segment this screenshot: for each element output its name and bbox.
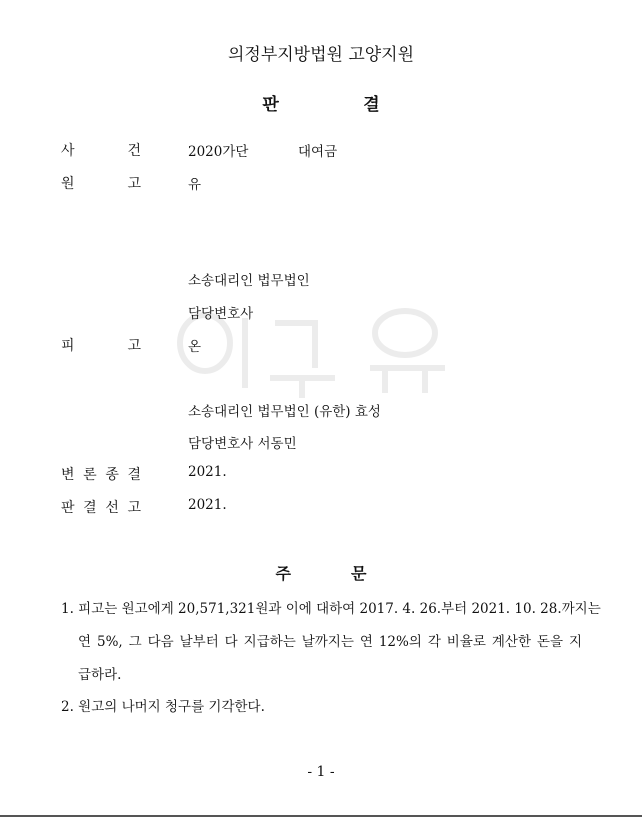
label-char: 사 <box>61 143 75 159</box>
order-item-1-line-3: 급하라. <box>78 667 122 683</box>
document-title <box>0 90 642 115</box>
page-number: - 1 - <box>307 764 335 780</box>
judgment-date: 2021. <box>188 497 227 513</box>
defendant-attorney: 담당변호사 서동민 <box>188 436 297 452</box>
label-char: 결 <box>127 467 141 483</box>
label-char: 선 <box>105 500 119 516</box>
label-judgment-date <box>61 497 141 517</box>
case-name: 대여금 <box>298 144 338 160</box>
title-char-1: 판 <box>262 95 279 115</box>
section-char-2: 문 <box>351 564 367 583</box>
label-char: 결 <box>83 500 97 516</box>
order-item-1-line-2: 연 5%, 그 다음 날부터 다 지급하는 날까지는 연 12%의 각 비율로 계산한 돈을 지 <box>78 634 582 650</box>
label-char: 고 <box>127 176 141 192</box>
label-char: 건 <box>127 143 141 159</box>
label-char: 론 <box>83 467 97 483</box>
label-char: 판 <box>61 500 75 516</box>
defendant-attorney-firm: 소송대리인 법무법인 (유한) 효성 <box>188 404 381 420</box>
label-char: 종 <box>105 467 119 483</box>
plaintiff-attorney-firm: 소송대리인 법무법인 <box>188 273 310 289</box>
label-case <box>61 140 141 160</box>
closing-date: 2021. <box>188 464 227 480</box>
case-number: 2020가단 <box>188 144 249 160</box>
page-bottom-edge <box>0 815 642 817</box>
label-char: 원 <box>61 176 75 192</box>
order-item-1-line-1: 1. 피고는 원고에게 20,571,321원과 이에 대하여 2017. 4. 26.부터 2021. 10. 28.까지는 <box>61 601 601 617</box>
label-plaintiff <box>61 173 141 193</box>
court-name: 의정부지방법원 고양지원 <box>227 45 415 65</box>
plaintiff-attorney: 담당변호사 <box>188 306 254 322</box>
order-item-2: 2. 원고의 나머지 청구를 기각한다. <box>61 699 265 715</box>
label-char: 고 <box>127 500 141 516</box>
label-char: 변 <box>61 467 75 483</box>
label-char: 피 <box>61 338 75 354</box>
section-title-order <box>0 561 642 584</box>
title-char-2: 결 <box>363 95 380 115</box>
plaintiff-name: 유 <box>188 177 202 193</box>
label-closing-date <box>61 464 141 484</box>
defendant-name: 온 <box>188 339 202 355</box>
label-defendant <box>61 335 141 355</box>
label-char: 고 <box>127 338 141 354</box>
section-char-1: 주 <box>275 564 291 583</box>
